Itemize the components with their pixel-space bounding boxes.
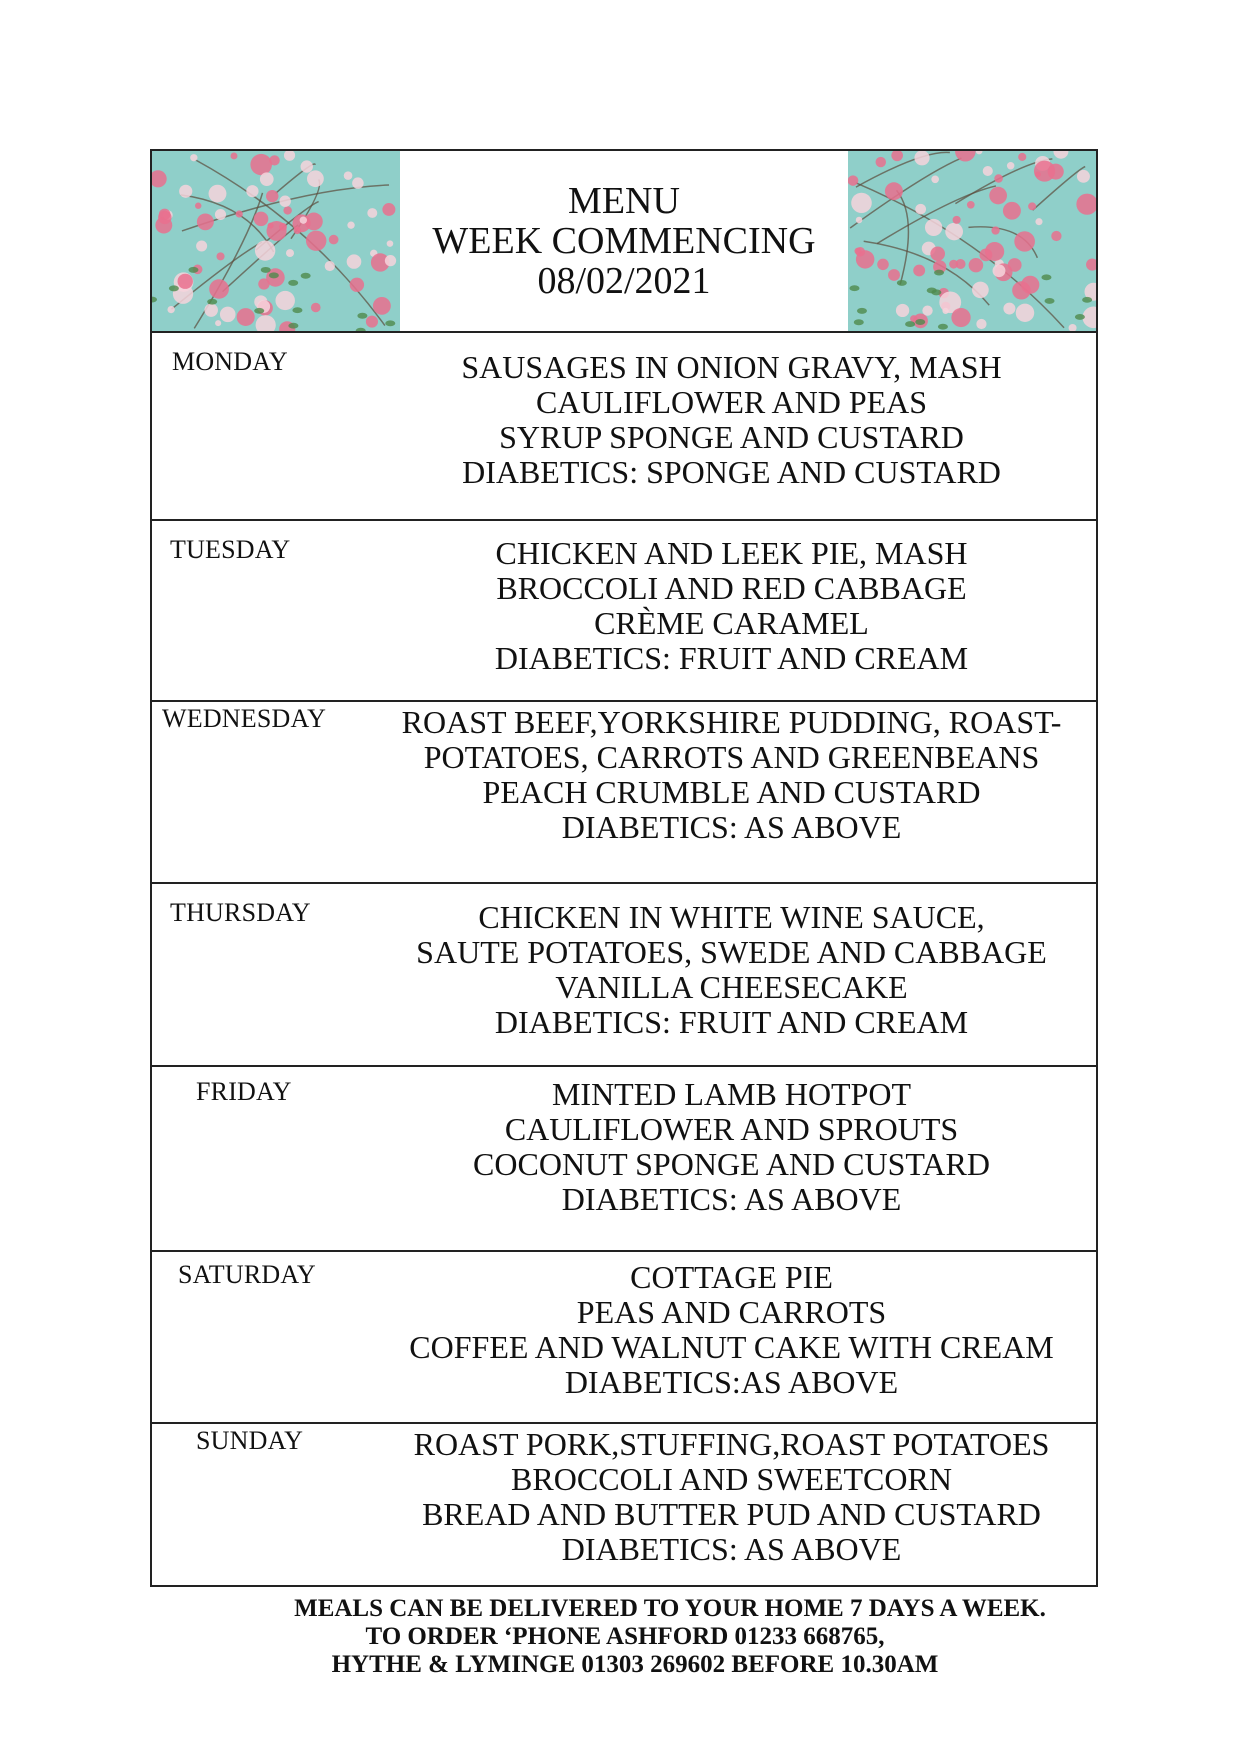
blossom-image-left [152,151,400,331]
meal-description [367,705,1096,845]
day-label: MONDAY [172,347,288,376]
day-row-friday [152,1067,1096,1252]
meal-line: CHICKEN IN WHITE WINE SAUCE, [478,899,985,935]
day-row-monday [152,333,1096,521]
meal-description [367,350,1096,490]
day-label: TUESDAY [170,535,291,564]
meal-description [367,536,1096,676]
menu-title [400,151,848,331]
meal-line: DIABETICS: AS ABOVE [561,1181,902,1217]
day-label: WEDNESDAY [162,704,327,733]
meal-line: PEAS AND CARROTS [576,1294,887,1330]
meal-line: SAUSAGES IN ONION GRAVY, MASH [461,349,1002,385]
day-row-wednesday [152,702,1096,884]
meal-line: BROCCOLI AND SWEETCORN [511,1461,952,1497]
meal-line: DIABETICS: AS ABOVE [561,1531,902,1567]
menu-table [150,149,1098,1587]
meal-line: DIABETICS: SPONGE AND CUSTARD [462,454,1001,490]
day-row-thursday [152,884,1096,1067]
meal-line: CAULIFLOWER AND PEAS [535,384,928,420]
meal-line: DIABETICS: AS ABOVE [561,809,902,845]
meal-line: ROAST PORK,STUFFING,ROAST POTATOES [413,1426,1050,1462]
day-label: SATURDAY [178,1260,316,1289]
meal-line: BROCCOLI AND RED CABBAGE [496,570,967,606]
meal-line: POTATOES, CARROTS AND GREENBEANS [423,739,1040,775]
day-row-tuesday [152,521,1096,702]
meal-description [367,1077,1096,1217]
meal-line: SAUTE POTATOES, SWEDE AND CABBAGE [416,934,1047,970]
meal-line: CAULIFLOWER AND SPROUTS [504,1111,959,1147]
meal-line: DIABETICS: FRUIT AND CREAM [494,1004,969,1040]
meal-description [367,1427,1096,1567]
meal-line: BREAD AND BUTTER PUD AND CUSTARD [422,1496,1041,1532]
delivery-note-line: HYTHE & LYMINGE 01303 269602 BEFORE 10.30AM [331,1651,939,1678]
meal-description [367,900,1096,1040]
delivery-note-line: MEALS CAN BE DELIVERED TO YOUR HOME 7 DAYS A WEEK. [294,1595,1046,1622]
day-label: THURSDAY [170,898,311,927]
menu-title-line: MENU [568,180,680,222]
day-row-sunday [152,1424,1096,1585]
meal-line: DIABETICS: FRUIT AND CREAM [494,640,969,676]
menu-header [152,151,1096,333]
delivery-note [0,1595,1240,1679]
meal-line: ROAST BEEF,YORKSHIRE PUDDING, ROAST- [401,704,1062,740]
meal-line: SYRUP SPONGE AND CUSTARD [499,419,964,455]
meal-line: COTTAGE PIE [630,1259,833,1295]
day-row-saturday [152,1252,1096,1424]
meal-description [367,1260,1096,1400]
meal-line: COFFEE AND WALNUT CAKE WITH CREAM [409,1329,1054,1365]
meal-line: MINTED LAMB HOTPOT [551,1076,912,1112]
meal-line: VANILLA CHEESECAKE [555,969,908,1005]
day-label: FRIDAY [196,1077,292,1106]
day-label: SUNDAY [196,1426,304,1455]
week-date: 08/02/2021 [537,260,711,302]
meal-line: CRÈME CARAMEL [594,605,869,641]
meal-line: COCONUT SPONGE AND CUSTARD [473,1146,990,1182]
meal-line: CHICKEN AND LEEK PIE, MASH [495,535,968,571]
week-commencing-label: WEEK COMMENCING [432,220,816,262]
blossom-image-right [848,151,1096,331]
meal-line: PEACH CRUMBLE AND CUSTARD [482,774,981,810]
delivery-note-line: TO ORDER ‘PHONE ASHFORD 01233 668765, [365,1623,885,1650]
meal-line: DIABETICS:AS ABOVE [564,1364,899,1400]
